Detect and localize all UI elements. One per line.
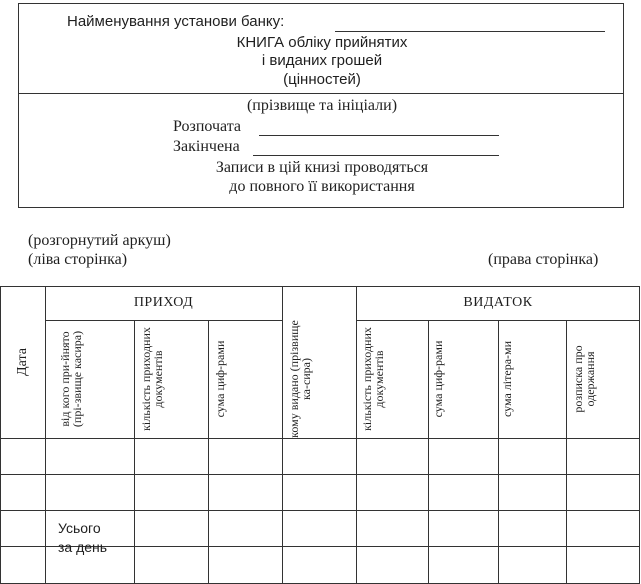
total-label-line-1: Усього — [58, 520, 101, 536]
expense-group-header: ВИДАТОК — [463, 295, 533, 310]
note-line-2: до повного її використання — [229, 178, 415, 195]
finished-field-line — [253, 155, 499, 156]
row-divider-1 — [0, 474, 640, 475]
column-divider — [566, 320, 567, 584]
column-header-date: Дата — [15, 348, 30, 376]
column-divider — [428, 320, 429, 584]
column-divider — [356, 286, 357, 584]
table-right-border — [639, 286, 640, 584]
column-divider — [498, 320, 499, 584]
column-header-received-from: від кого при-йнято (прі-звище касира) — [58, 330, 84, 428]
column-divider — [282, 286, 283, 584]
book-title-box — [18, 3, 624, 208]
table-top-border — [0, 286, 640, 287]
bank-name-field-line — [335, 31, 605, 32]
spread-caption: (розгорнутий аркуш) — [28, 232, 171, 249]
finished-label: Закінчена — [173, 138, 240, 155]
row-divider-2 — [0, 510, 640, 511]
column-header-expense-docs-count: кількість приходних документів — [360, 327, 386, 431]
column-divider — [134, 320, 135, 584]
started-label: Розпочата — [173, 118, 241, 135]
column-divider — [45, 286, 46, 584]
column-header-expense-sum-figures: сума циф-рами — [431, 340, 445, 418]
owner-name-caption: (прізвище та ініціали) — [246, 97, 398, 114]
total-label-line-2: за день — [58, 539, 108, 555]
table-left-border — [0, 286, 1, 584]
left-page-caption: (ліва сторінка) — [28, 251, 128, 268]
income-group-header: ПРИХОД — [133, 295, 194, 310]
note-line-1: Записи в цій книзі проводяться — [215, 159, 429, 176]
bank-name-label: Найменування установи банку: — [67, 13, 285, 30]
book-title-line-1: КНИГА обліку прийнятих — [236, 34, 408, 51]
column-header-expense-sum-words: сума літера-ми — [500, 340, 514, 418]
owner-name-line — [19, 93, 623, 94]
column-header-income-docs-count: кількість приходних документів — [139, 327, 165, 431]
column-header-income-sum-figures: сума циф-рами — [213, 340, 227, 418]
book-title-line-2: і виданих грошей — [261, 52, 383, 69]
column-divider — [208, 320, 209, 584]
book-title-line-3: (цінностей) — [283, 71, 361, 88]
started-field-line — [259, 135, 499, 136]
right-page-caption: (права сторінка) — [488, 251, 599, 268]
column-header-issued-to: кому видано (прізвище ка-сира) — [287, 320, 313, 438]
register-table — [0, 286, 641, 584]
column-header-receipt-signature: розписка про одержання — [571, 345, 597, 413]
